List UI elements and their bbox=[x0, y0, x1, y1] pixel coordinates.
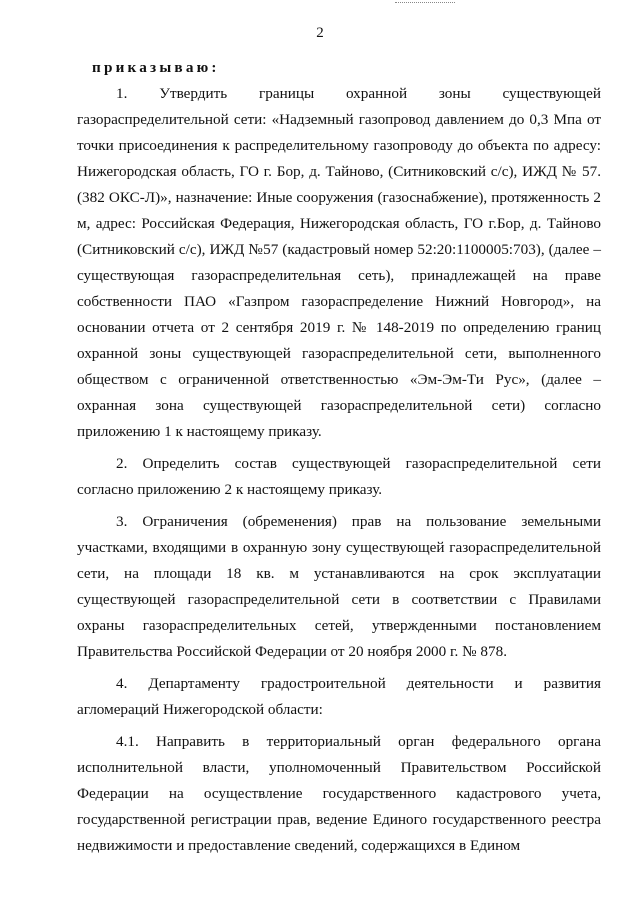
order-heading: приказываю: bbox=[92, 59, 220, 76]
paragraph-3: 3. Ограничения (обременения) прав на пользование земельными участками, входящими в охранную зону существующей газораспределительной сети, на площади 18 кв. м устанавливаются на срок эксплуатации существующей газораспределительной сети в соответствии с Правилами охраны газораспределительных сетей, утвержденными постановлением Правительства Российской Федерации от 20 ноября 2000 г. № 878. bbox=[77, 513, 601, 660]
paragraph-4-1: 4.1. Направить в территориальный орган федерального органа исполнительной власти, уполномоченный Правительством Российской Федерации на осуществление государственного кадастрового учета, государственной регистрации прав, ведение Единого государственного реестра недвижимости и предоставление сведений, содержащихся в Едином bbox=[77, 733, 601, 854]
paragraph-4: 4. Департаменту градостроительной деятельности и развития агломераций Нижегородской области: bbox=[77, 675, 601, 718]
page-number: 2 bbox=[316, 25, 324, 41]
scan-artifact-marks bbox=[395, 2, 455, 7]
paragraph-1: 1. Утвердить границы охранной зоны существующей газораспределительной сети: «Надземный газопровод давлением до 0,3 Мпа от точки присоединения к распределительному газопроводу до объекта по адресу: Нижегородская область, ГО г. Бор, д. Тайново, (Ситниковский с/с), ИЖД № 57. (382 ОКС-Л)», назначение: Иные сооружения (газоснабжение), протяженность 2 м, адрес: Российская Федерация, Нижегородская область, ГО г.Бор, д. Тайново (Ситниковский с/с), ИЖД №57 (кадастровый номер 52:20:1100005:703), (далее – существующая газораспределительная сеть), принадлежащей на праве собственности ПАО «Газпром газораспределение Нижний Новгород», на основании отчета от 2 сентября 2019 г. № 148-2019 по определению границ охранной зоны существующей газораспределительной сети, выполненного обществом с ограниченной ответственностью «Эм-Эм-Ти Рус», (далее – охранная зона существующей газораспределительной сети) согласно приложению 1 к настоящему приказу. bbox=[77, 85, 601, 440]
paragraph-2: 2. Определить состав существующей газораспределительной сети согласно приложению 2 к настоящему приказу. bbox=[77, 455, 601, 498]
document-body bbox=[77, 55, 601, 859]
